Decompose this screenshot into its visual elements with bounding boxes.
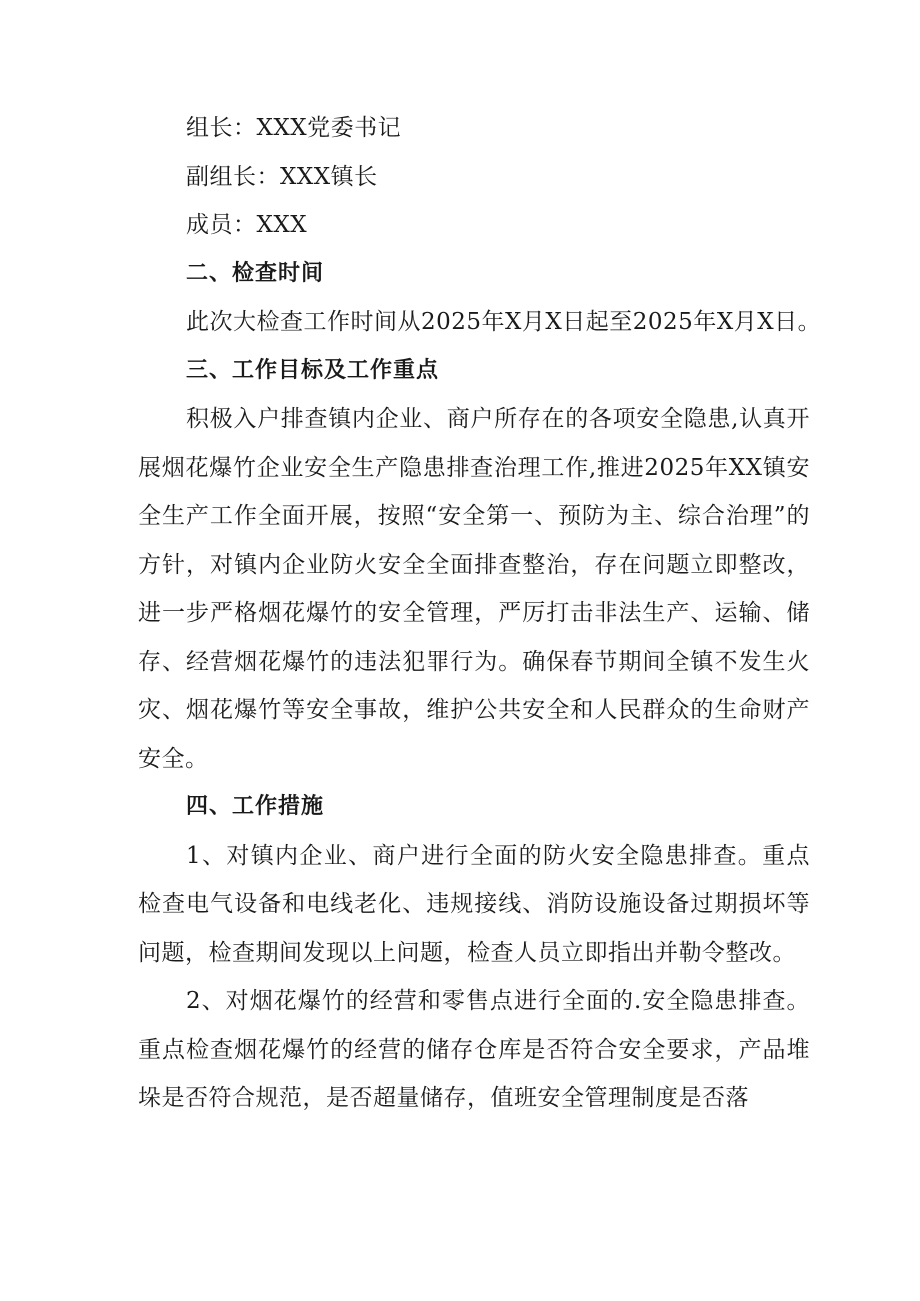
- team-leader-line: 组长：XXX党委书记: [186, 115, 402, 141]
- measures-item-2: 2、对烟花爆竹的经营和零售点进行全面的.安全隐患排查。重点检查烟花爆竹的经营的储存仓库是否符合安全要求，产品堆垛是否符合规范，是否超量储存，值班安全管理制度是否落: [138, 988, 810, 1111]
- goals-paragraph: 积极入户排查镇内企业、商户所存在的各项安全隐患,认真开展烟花爆竹企业安全生产隐患排查治理工作,推进2025年XX镇安全生产工作全面开展，按照“安全第一、预防为主、综合治理”的方针，对镇内企业防火安全全面排查整治，存在问题立即整改，进一步严格烟花爆竹的安全管理，严厉打击非法生产、运输、储存、经营烟花爆竹的违法犯罪行为。确保春节期间全镇不发生火灾、烟花爆竹等安全事故，维护公共安全和人民群众的生命财产安全。: [138, 406, 810, 772]
- measures-item-1: 1、对镇内企业、商户进行全面的防火安全隐患排查。重点检查电气设备和电线老化、违规接线、消防设施设备过期损坏等问题，检查期间发现以上问题，检查人员立即指出并勒令整改。: [138, 842, 810, 966]
- inspection-time-text: 此次大检查工作时间从2025年X月X日起至2025年X月X日。: [186, 309, 822, 335]
- members-line: 成员：XXX: [186, 212, 308, 238]
- deputy-leader-line: 副组长：XXX镇长: [186, 163, 378, 190]
- section-heading-goals: 三、工作目标及工作重点: [186, 357, 440, 383]
- section-heading-inspection-time: 二、检查时间: [186, 260, 325, 286]
- section-heading-measures: 四、工作措施: [186, 794, 325, 819]
- document-page: [138, 104, 822, 1123]
